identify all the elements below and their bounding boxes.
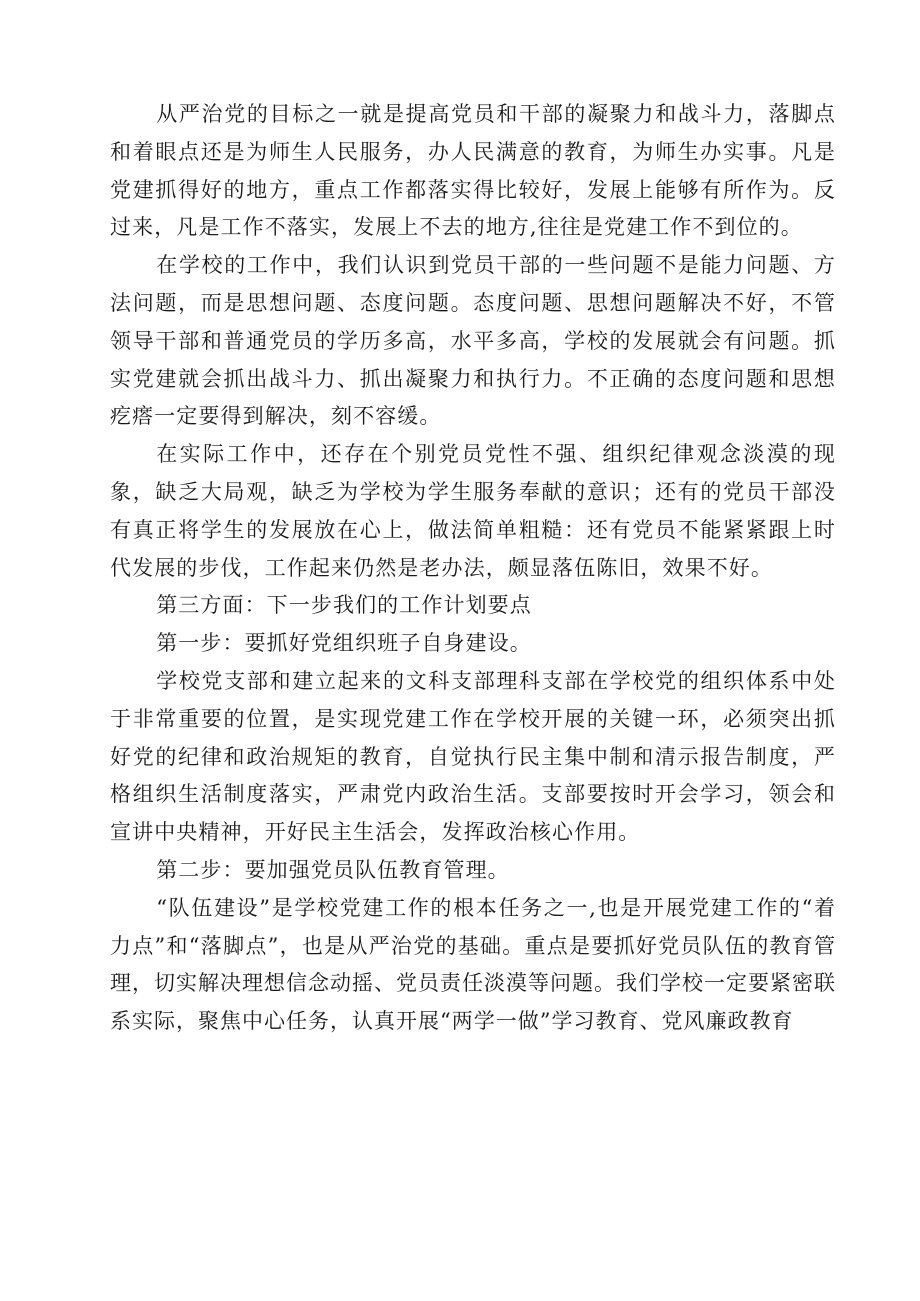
step-two-heading: 第二步：要加强党员队伍教育管理。 <box>156 857 510 882</box>
document-body <box>110 96 836 1041</box>
paragraph-5: “队伍建设”是学校党建工作的根本任务之一,也是开展党建工作的“着力点”和“落脚点”，也是从严治党的基础。重点是要抓好党员队伍的教育管理，切实解决理想信念动摇、党员责任淡漠等问题。我们学校一定要紧密联系实际，聚焦中心任务，认真开展“两学一做”学习教育、党风廉政教育 <box>110 895 836 1034</box>
paragraph-1: 从严治党的目标之一就是提高党员和干部的凝聚力和战斗力，落脚点和着眼点还是为师生人民服务，办人民满意的教育，为师生办实事。凡是党建抓得好的地方，重点工作都落实得比较好，发展上能够有所作为。反过来，凡是工作不落实，发展上不去的地方,往往是党建工作不到位的。 <box>110 102 836 240</box>
section-heading: 第三方面：下一步我们的工作计划要点 <box>156 593 532 618</box>
paragraph-3: 在实际工作中，还存在个别党员党性不强、组织纪律观念淡漠的现象，缺乏大局观，缺乏为学校为学生服务奉献的意识；还有的党员干部没有真正将学生的发展放在心上，做法简单粗糙：还有党员不能紧紧跟上时代发展的步伐，工作起来仍然是老办法，颇显落伍陈旧，效果不好。 <box>110 442 836 580</box>
paragraph-2: 在学校的工作中，我们认识到党员干部的一些问题不是能力问题、方法问题，而是思想问题、态度问题。态度问题、思想问题解决不好，不管领导干部和普通党员的学历多高，水平多高，学校的发展就会有问题。抓实党建就会抓出战斗力、抓出凝聚力和执行力。不正确的态度问题和思想疙瘩一定要得到解决，刻不容缓。 <box>110 253 836 429</box>
step-one-heading: 第一步：要抓好党组织班子自身建设。 <box>156 631 532 656</box>
paragraph-4: 学校党支部和建立起来的文科支部理科支部在学校党的组织体系中处于非常重要的位置，是实现党建工作在学校开展的关键一环，必须突出抓好党的纪律和政治规矩的教育，自觉执行民主集中制和清示报告制度，严格组织生活制度落实，严肃党内政治生活。支部要按时开会学习，领会和宣讲中央精神，开好民主生活会，发挥政治核心作用。 <box>110 668 836 845</box>
